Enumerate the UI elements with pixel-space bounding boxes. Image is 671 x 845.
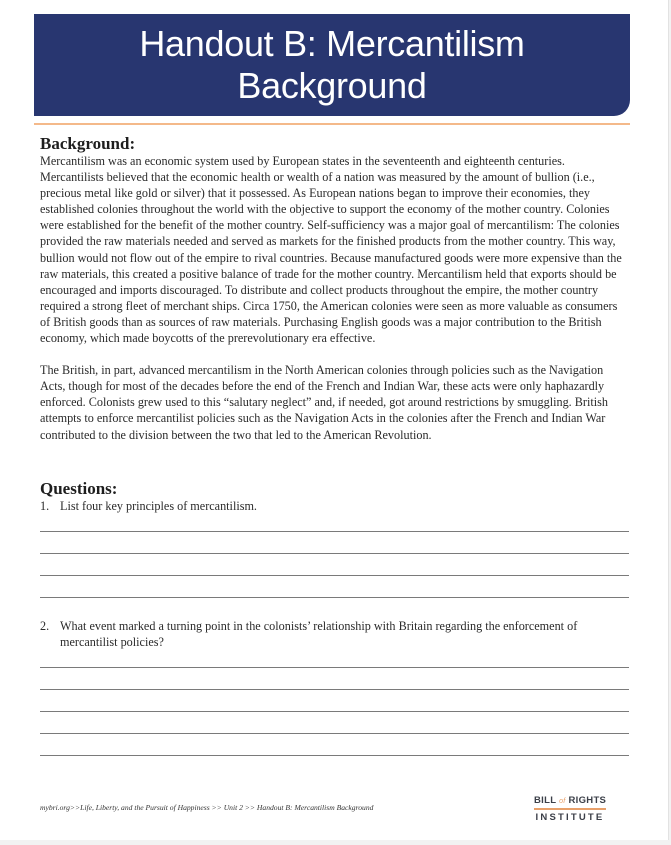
q1-answer-line-2[interactable] xyxy=(40,553,629,554)
questions-section xyxy=(40,479,630,650)
question-number: 1. xyxy=(40,499,50,513)
q2-answer-line-5[interactable] xyxy=(40,755,629,756)
question-text: List four key principles of mercantilism. xyxy=(60,499,257,513)
page-title: Handout B: Mercantilism Background xyxy=(139,23,525,106)
q2-answer-line-2[interactable] xyxy=(40,689,629,690)
logo-word-bill: BILL xyxy=(534,795,557,806)
q2-answer-line-3[interactable] xyxy=(40,711,629,712)
bill-of-rights-institute-logo xyxy=(534,795,606,823)
logo-divider xyxy=(534,808,606,810)
background-paragraph-1: Mercantilism was an economic system used by European states in the seventeenth and eighteenth centuries. Mercantilists believed that the economic health or wealth of a nation was measured by the amount of bullion (i.e., precious metal like gold or silver) that it possessed. As European nations began to improve their economies, they established colonies throughout the world with the objective to support the economy of the mother country. Colonies were established for the benefit of the mother country. Self-sufficiency was a major goal of mercantilism: The colonies provided the raw materials needed and served as markets for the finished products from the mother country. This way, bullion would not flow out of the empire to rival countries. Because manufactured goods were more expensive than the raw materials, this created a positive balance of trade for the mother country. Mercantilism held that exports should be encouraged and imports discouraged. To distribute and collect products throughout the empire, the mother country required a strong fleet of merchant ships. Circa 1750, the American colonies were seen as more valuable as consumers of British goods than as sources of raw materials. Purchasing English goods was a major contribution to the British economy, which made boycotts of the prerevolutionary era effective. xyxy=(40,154,622,346)
background-paragraph-2: The British, in part, advanced mercantilism in the North American colonies through policies such as the Navigation Acts, though for most of the decades before the end of the French and Indian War, these acts were only haphazardly enforced. Colonists grew used to this “salutary neglect” and, if needed, got around restrictions by smuggling. British attempts to enforce mercantilist policies such as the Navigation Acts in the colonies after the French and Indian War contributed to the division between the two that led to the American Revolution. xyxy=(40,363,608,442)
question-2 xyxy=(40,618,630,650)
footer-breadcrumb[interactable]: mybri.org>>Life, Liberty, and the Pursuit of Happiness >> Unit 2 >> Handout B: Mercantilism Background xyxy=(40,803,374,812)
logo-word-of: of xyxy=(559,798,566,805)
background-heading: Background: xyxy=(40,134,136,153)
logo-word-rights: RIGHTS xyxy=(568,795,607,806)
logo-word-institute: INSTITUTE xyxy=(535,811,605,823)
q1-answer-line-1[interactable] xyxy=(40,531,629,532)
q2-answer-line-4[interactable] xyxy=(40,733,629,734)
q2-answer-line-1[interactable] xyxy=(40,667,629,668)
logo-top-line xyxy=(534,795,606,807)
q1-answer-line-4[interactable] xyxy=(40,597,629,598)
title-banner xyxy=(34,14,630,116)
question-text: What event marked a turning point in the colonists’ relationship with Britain regarding the enforcement of mercantilist policies? xyxy=(60,619,578,650)
question-number: 2. xyxy=(40,619,50,633)
questions-heading: Questions: xyxy=(40,479,118,498)
q1-answer-line-3[interactable] xyxy=(40,575,629,576)
header-divider xyxy=(34,123,630,125)
background-section xyxy=(40,134,630,443)
question-1 xyxy=(40,498,630,514)
